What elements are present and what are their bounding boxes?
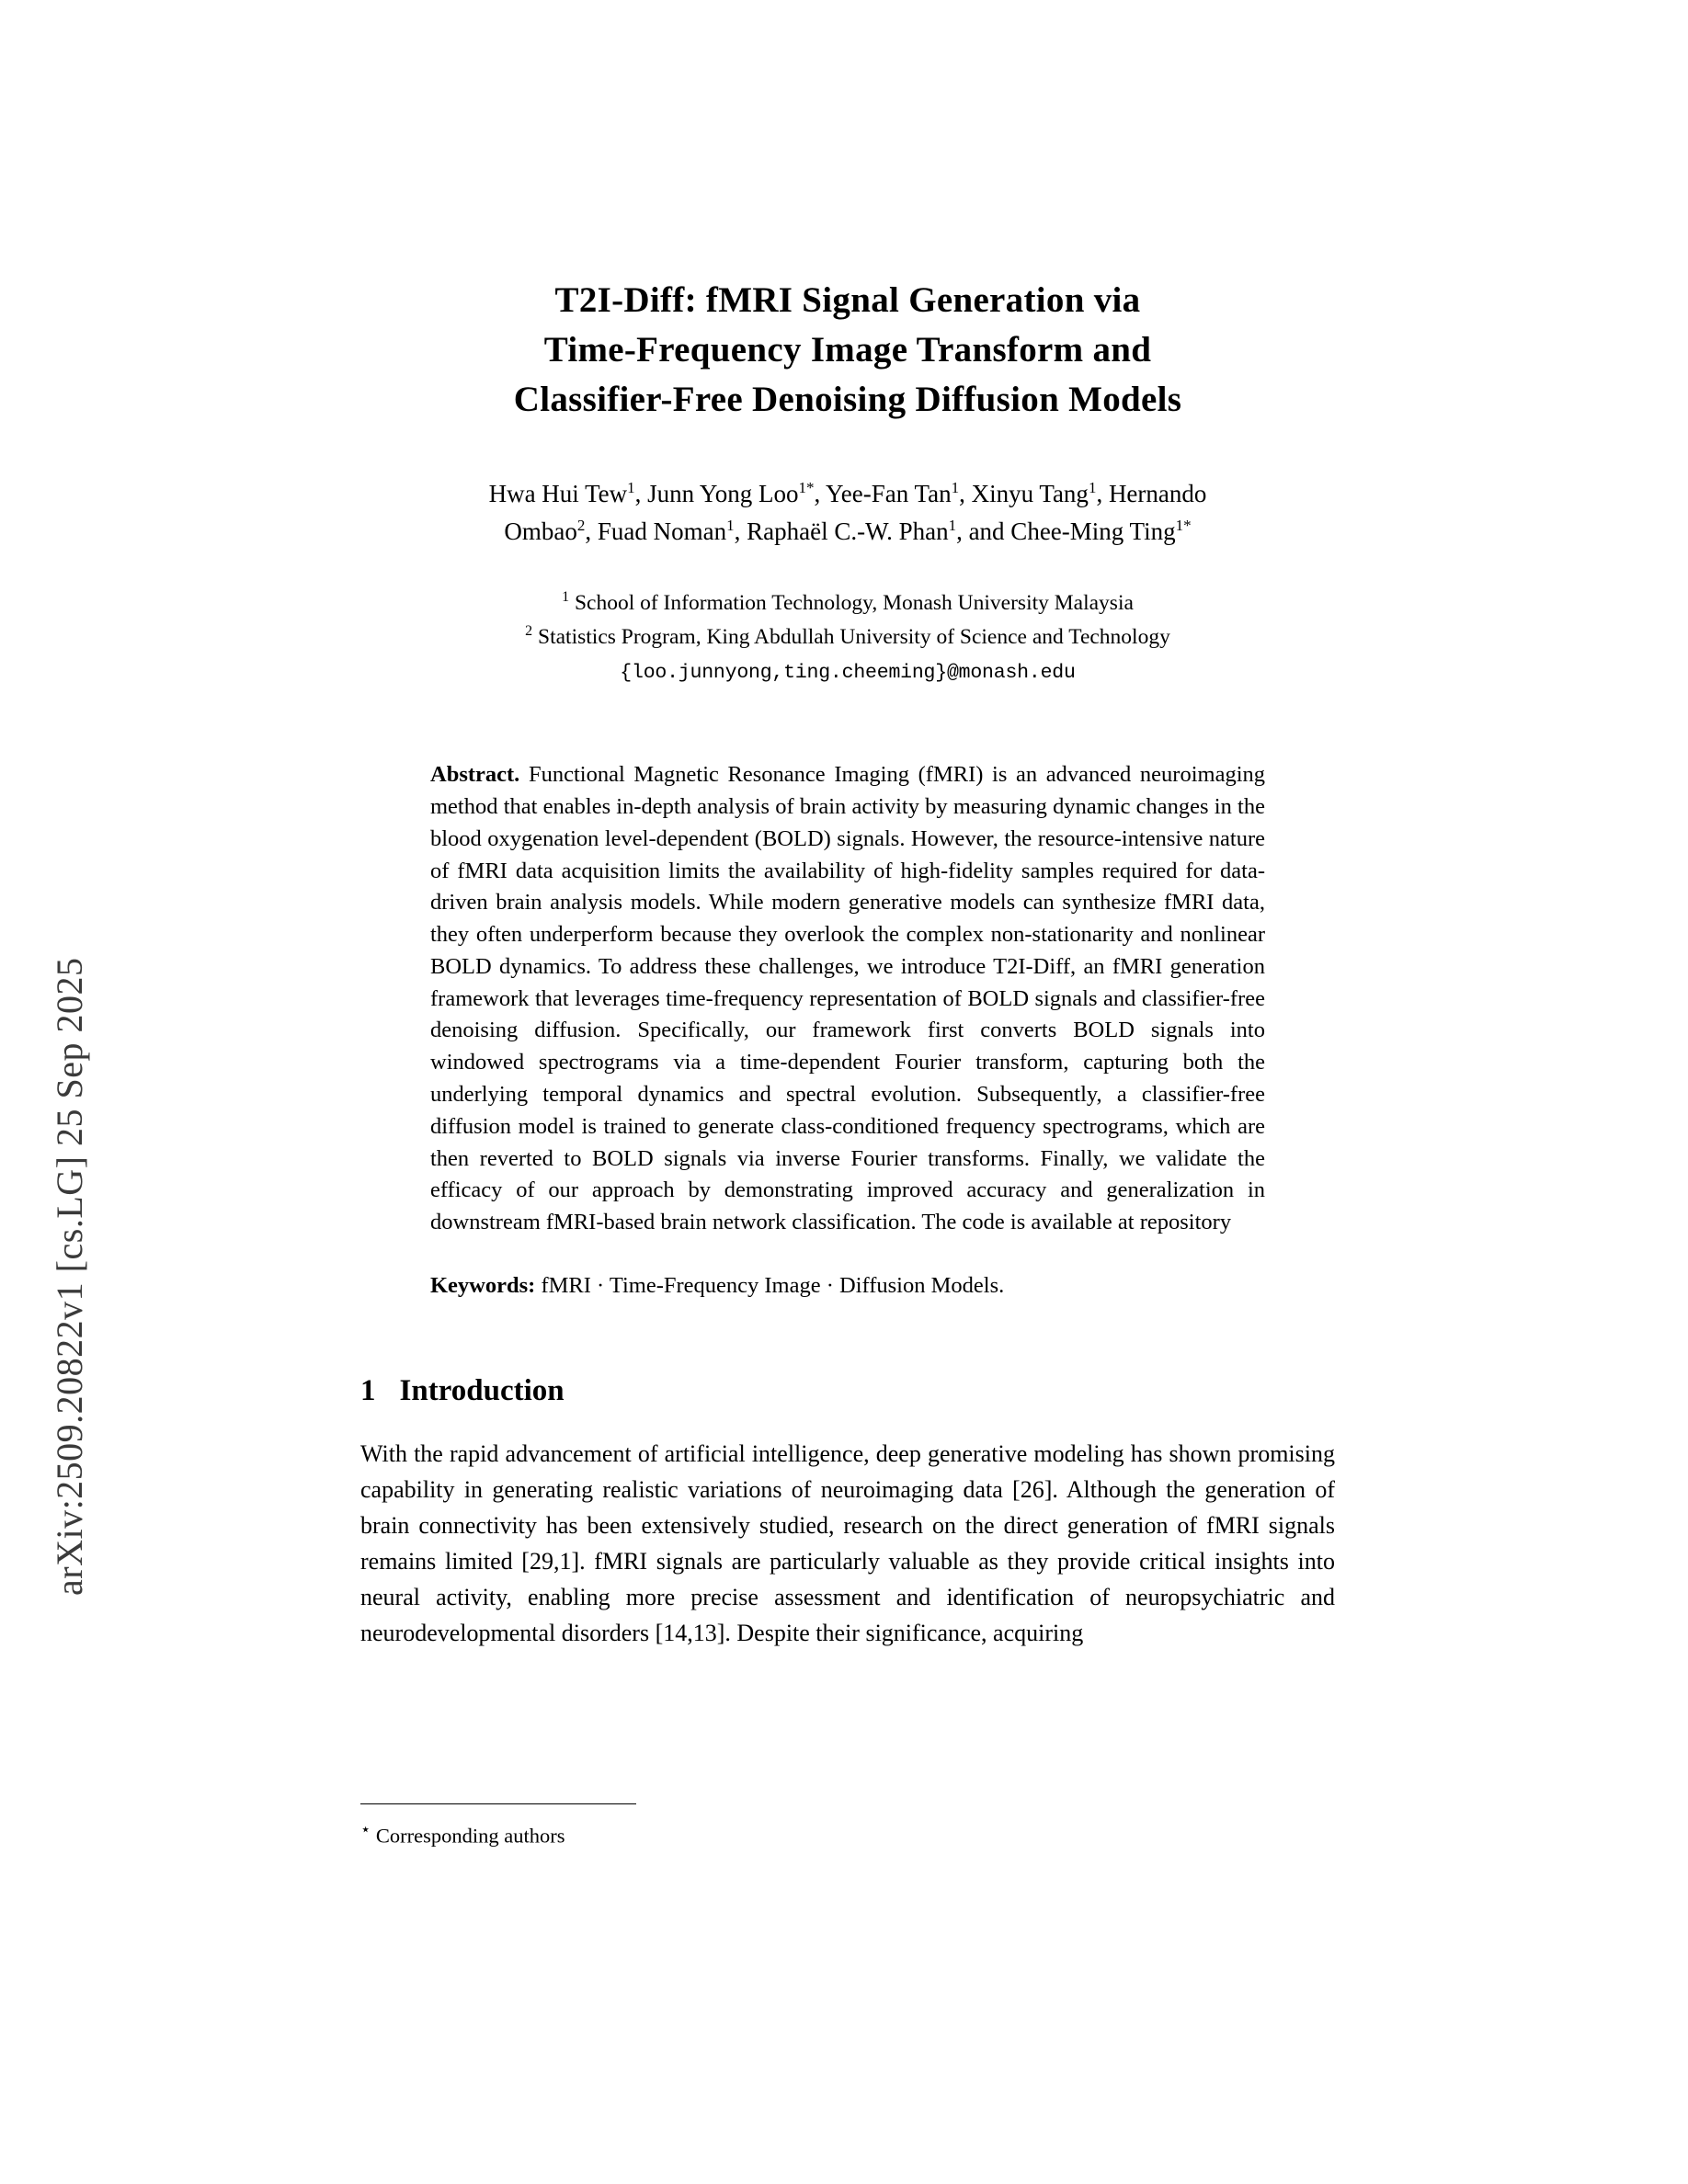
footnote-text: Corresponding authors <box>375 1824 565 1848</box>
author-list <box>360 475 1335 550</box>
arxiv-stamp: arXiv:2509.20822v1 [cs.LG] 25 Sep 2025 <box>48 957 90 1596</box>
footnote <box>360 1818 1188 1850</box>
title-line-2: Time-Frequency Image Transform and <box>543 329 1152 370</box>
footnote-marker: ⋆ <box>360 1820 371 1838</box>
section-title: Introduction <box>399 1373 565 1407</box>
title-line-3: Classifier-Free Denoising Diffusion Models <box>513 379 1182 419</box>
keywords-label: Keywords: <box>430 1272 536 1298</box>
abstract-label: Abstract. <box>430 762 520 788</box>
contact-email: {loo.junnyong,ting.cheeming}@monash.edu <box>620 661 1076 684</box>
keywords-text: fMRI · Time-Frequency Image · Diffusion Models. <box>541 1272 1005 1298</box>
affiliation-1: $^1$ School of Information Technology, Monash University Malaysia <box>562 589 1134 616</box>
affiliation-2: $^2$ Statistics Program, King Abdullah University of Science and Technology <box>525 622 1170 649</box>
section-heading-introduction <box>360 1374 1335 1408</box>
title-line-1: T2I-Diff: fMRI Signal Generation via <box>554 280 1141 320</box>
introduction-paragraph: With the rapid advancement of artificial intelligence, deep generative modeling has shown promising capability in generating realistic variations of neuroimaging data [26]. Although the generation of brain connectivity has been extensively studied, research on the direct generation of fMRI signals remains limited [29,1]. fMRI signals are particularly valuable as they provide critical insights into neural activity, enabling more precise assessment and identification of neuropsychiatric and neurodevelopmental disorders [14,13]. Despite their significance, acquiring <box>360 1439 1335 1646</box>
footnote-divider <box>360 1803 636 1804</box>
author-line-1: Hwa Hui Tew$^1$, Junn Yong Loo$^{1*}$, Yee-Fan Tan$^1$, Xinyu Tang$^1$, Hernando <box>488 479 1207 508</box>
keywords-block <box>430 1270 1265 1302</box>
abstract-block <box>430 759 1265 1239</box>
page-title <box>360 276 1335 424</box>
affiliation-list <box>360 586 1335 688</box>
section-number: 1 <box>360 1373 376 1407</box>
paper-content <box>360 276 1335 1651</box>
author-line-2: Ombao$^2$, Fuad Noman$^1$, Raphaël C.-W. Phan$^1$, and Chee-Ming Ting$^{1*}$ <box>504 516 1192 545</box>
abstract-text: Functional Magnetic Resonance Imaging (fMRI) is an advanced neuroimaging method that enables in-depth analysis of brain activity by measuring dynamic changes in the blood oxygenation level-dependent (BOLD) signals. However, the resource-intensive nature of fMRI data acquisition limits the availability of high-fidelity samples required for data-driven brain analysis models. While modern generative models can synthesize fMRI data, they often underperform because they overlook the complex non-stationarity and nonlinear BOLD dynamics. To address these challenges, we introduce T2I-Diff, an fMRI generation framework that leverages time-frequency representation of BOLD signals and classifier-free denoising diffusion. Specifically, our framework first converts BOLD signals into windowed spectrograms via a time-dependent Fourier transform, capturing both the underlying temporal dynamics and spectral evolution. Subsequently, a classifier-free diffusion model is trained to generate class-conditioned frequency spectrograms, which are then reverted to BOLD signals via inverse Fourier transforms. Finally, we validate the efficacy of our approach by demonstrating improved accuracy and generalization in downstream fMRI-based brain network classification. The code is available at repository <box>430 762 1266 1235</box>
